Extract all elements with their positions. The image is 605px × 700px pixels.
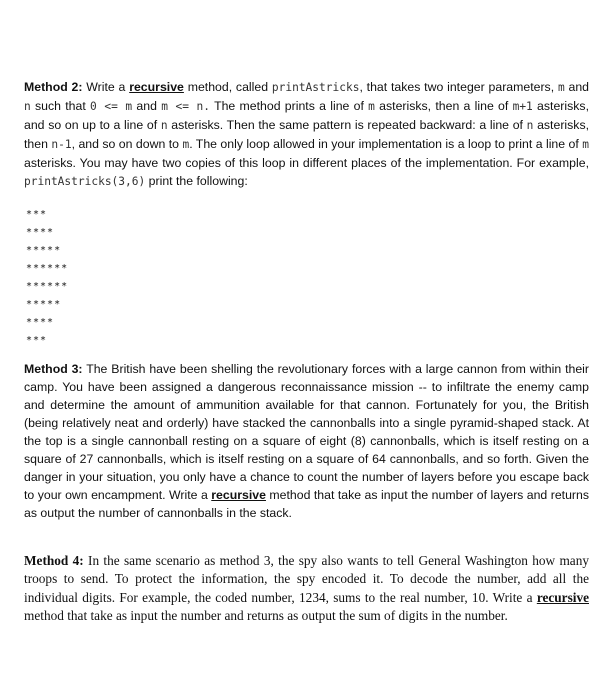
example-call: printAstricks(3,6) xyxy=(24,175,146,188)
text: , that takes two integer parameters, xyxy=(359,80,558,94)
method-3-heading: Method 3: xyxy=(24,362,83,376)
method-2-paragraph xyxy=(24,78,589,191)
text: asterisks, then a line of xyxy=(374,99,513,113)
text: and xyxy=(132,99,162,113)
code-n-minus-1: n-1 xyxy=(51,138,72,151)
method-4-paragraph xyxy=(24,552,589,626)
text: The method prints a line of xyxy=(210,99,369,113)
asterisk-row: ****** xyxy=(26,281,69,292)
code-n: n xyxy=(526,119,534,132)
text: and xyxy=(564,80,590,94)
code-m: m xyxy=(557,81,565,94)
text: The British have been shelling the revolutionary forces with a large cannon from within their camp. You have been assigned a dangerous reconnaissance mission -- to infiltrate the enemy camp and determine the amount of ammunition available for that cannon. Fortunately for you, the British (being relatively neat and orderly) have stacked the cannonballs into a single pyramid-shaped stack. At the top is a single cannonball resting on a square of eight (8) cannonballs, which is itself resting on a square of 27 cannonballs, which is itself resting on a square of 64 cannonballs, and so forth. Given the danger in your situation, you only have a chance to count the number of layers before you escape back to your own encampment. Write a xyxy=(24,362,589,502)
asterisk-row: **** xyxy=(26,317,55,328)
code-condition: 0 <= m xyxy=(90,100,133,113)
text: asterisks. Then the same pattern is repeated backward: a line of xyxy=(167,118,527,132)
asterisk-output xyxy=(26,206,68,350)
text: In the same scenario as method 3, the spy also wants to tell General Washington how many troops to send. To protect the information, the spy encoded it. To decode the number, add all the individual digits. For example, the coded number, 1234, sums to the real number, 10. Write a xyxy=(24,553,589,605)
code-m: m xyxy=(368,100,375,113)
code-m: m xyxy=(182,138,190,151)
text: . The only loop allowed in your implementation is a loop to print a line of xyxy=(189,137,583,151)
text: method, called xyxy=(183,80,272,94)
code-m-plus-1: m+1 xyxy=(512,100,533,113)
method-2-heading: Method 2: xyxy=(24,80,83,94)
asterisk-row: *** xyxy=(26,209,48,220)
asterisk-row: ***** xyxy=(26,245,62,256)
text: asterisks. You may have two copies of this loop in different places of the implementation. For example, xyxy=(24,156,589,170)
text: method that take as input the number and returns as output the sum of digits in the number. xyxy=(24,608,508,624)
text: print the following: xyxy=(145,174,248,188)
method-4-heading: Method 4: xyxy=(24,553,84,568)
text: asterisks, then xyxy=(24,118,590,151)
recursive-keyword: recursive xyxy=(211,488,266,502)
code-condition: m <= n. xyxy=(161,100,211,113)
text: Write a xyxy=(82,80,130,94)
method-3-paragraph xyxy=(24,360,589,522)
asterisk-row: **** xyxy=(26,227,55,238)
recursive-keyword: recursive xyxy=(129,80,184,94)
text: such that xyxy=(30,99,91,113)
code-n: n xyxy=(24,100,31,113)
asterisk-row: ***** xyxy=(26,299,62,310)
asterisk-row: *** xyxy=(26,335,48,346)
code-m: m xyxy=(582,138,589,151)
asterisk-row: ****** xyxy=(26,263,69,274)
text: method that take as input the number of layers and returns as output the number of cannonballs in the stack. xyxy=(24,488,590,520)
text: , and so on down to xyxy=(71,137,183,151)
text: asterisks, and so on up to a line of xyxy=(24,99,589,132)
recursive-keyword: recursive xyxy=(536,589,589,605)
function-name: printAstricks xyxy=(271,81,360,94)
code-n: n xyxy=(160,119,168,132)
